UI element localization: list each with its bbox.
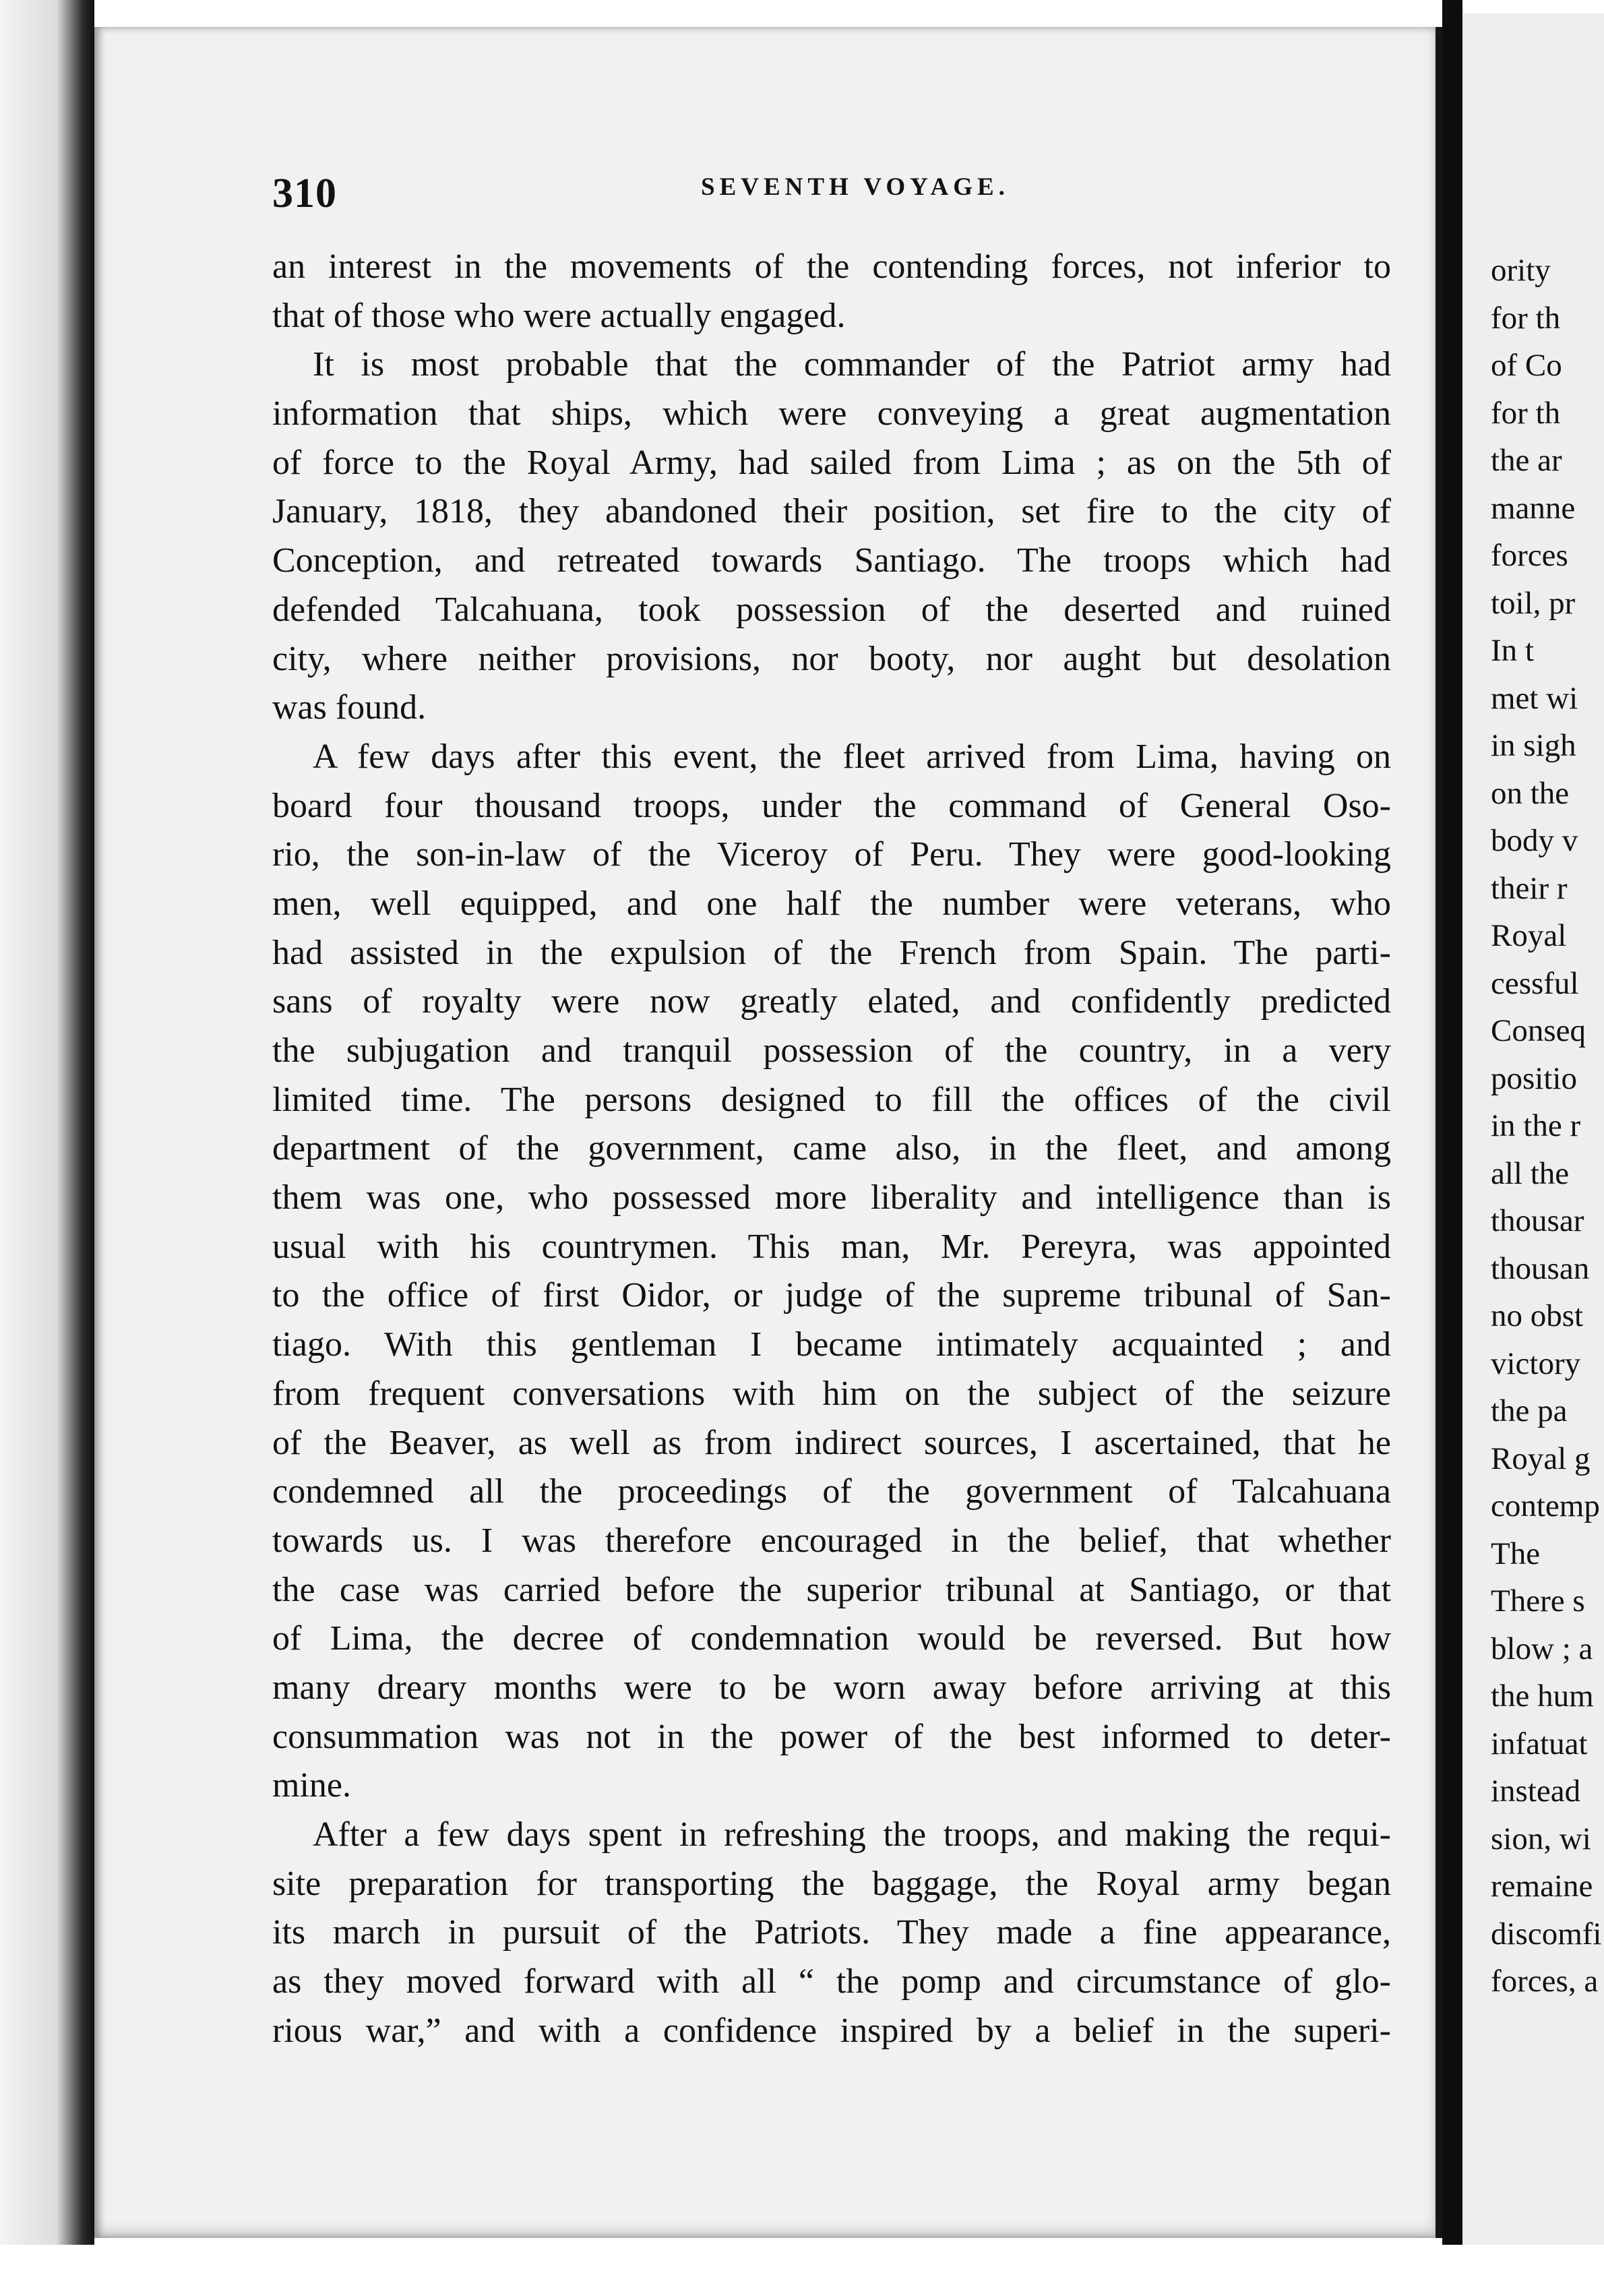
facing-page-fragment: In t [1491, 633, 1534, 668]
facing-page-fragment: remaine [1491, 1869, 1593, 1904]
facing-page-fragment: no obst [1491, 1298, 1584, 1333]
facing-page-fragment: for th [1491, 395, 1561, 431]
facing-page-fragment: forces [1491, 538, 1568, 573]
text-line: defended Talcahuana, took possession of the deserted and ruined [272, 590, 1391, 629]
text-line: of Lima, the decree of condemnation would be reversed. But how [272, 1619, 1391, 1658]
facing-page-fragment: forces, a [1491, 1964, 1599, 1999]
facing-page-fragment: Royal [1491, 918, 1567, 953]
text-line: the case was carried before the superior tribunal at Santiago, or that [272, 1570, 1391, 1609]
text-line: condemned all the proceedings of the government of Talcahuana [272, 1472, 1391, 1511]
facing-page-fragment: sion, wi [1491, 1821, 1591, 1856]
text-line: its march in pursuit of the Patriots. They made a fine appearance, [272, 1913, 1391, 1952]
facing-page-fragment: contemp [1491, 1488, 1600, 1523]
text-line: an interest in the movements of the contending forces, not inferior to [272, 247, 1391, 286]
text-line: of the Beaver, as well as from indirect sources, I ascertained, that he [272, 1423, 1391, 1462]
facing-page-fragment: on the [1491, 775, 1570, 811]
text-line: rio, the son-in-law of the Viceroy of Peru. They were good-looking [272, 835, 1391, 874]
text-line: limited time. The persons designed to fill the offices of the civil [272, 1080, 1391, 1119]
facing-page-fragment: the pa [1491, 1393, 1568, 1428]
scan-edge-left [0, 0, 94, 2296]
text-line: the subjugation and tranquil possession of the country, in a very [272, 1031, 1391, 1070]
facing-page-fragment: blow ; a [1491, 1631, 1593, 1666]
text-line: of force to the Royal Army, had sailed from Lima ; as on the 5th of [272, 443, 1391, 482]
text-line: It is most probable that the commander of the Patriot army had [313, 345, 1391, 384]
facing-page-fragment: in sigh [1491, 728, 1576, 763]
facing-page-fragment: discomfi [1491, 1916, 1602, 1952]
facing-page-fragment: ority [1491, 253, 1551, 288]
facing-page-fragment: The [1491, 1536, 1541, 1571]
text-line: sans of royalty were now greatly elated, and confidently predicted [272, 982, 1391, 1021]
text-line: board four thousand troops, under the command of General Oso- [272, 786, 1391, 825]
facing-page-fragment: Conseq [1491, 1013, 1586, 1048]
text-line: rious war,” and with a confidence inspired by a belief in the superi- [272, 2011, 1391, 2050]
text-line: January, 1818, they abandoned their position, set fire to the city of [272, 492, 1391, 531]
facing-page-fragment: all the [1491, 1155, 1570, 1191]
text-line: information that ships, which were conveying a great augmentation [272, 394, 1391, 433]
text-line: to the office of first Oidor, or judge of the supreme tribunal of San- [272, 1276, 1391, 1315]
text-line: After a few days spent in refreshing the troops, and making the requi- [313, 1815, 1391, 1854]
facing-page-fragment: the hum [1491, 1679, 1594, 1714]
text-line: mine. [272, 1766, 351, 1805]
text-line: had assisted in the expulsion of the French from Spain. The parti- [272, 933, 1391, 972]
text-line: was found. [272, 688, 427, 727]
text-line: site preparation for transporting the baggage, the Royal army began [272, 1864, 1391, 1903]
text-line: consummation was not in the power of the best informed to deter- [272, 1717, 1391, 1756]
facing-page-fragment: body v [1491, 823, 1578, 858]
facing-page-fragment: of Co [1491, 348, 1562, 383]
facing-page-fragment: the ar [1491, 443, 1562, 478]
facing-page-fragment: There s [1491, 1583, 1585, 1619]
right-page-fragments [1491, 247, 1604, 2005]
facing-page-fragment: their r [1491, 870, 1568, 906]
text-line: men, well equipped, and one half the number were veterans, who [272, 884, 1391, 923]
facing-page-fragment: infatuat [1491, 1726, 1588, 1761]
text-line: many dreary months were to be worn away before arriving at this [272, 1668, 1391, 1707]
text-line: from frequent conversations with him on the subject of the seizure [272, 1374, 1391, 1413]
text-line: city, where neither provisions, nor booty, nor aught but desolation [272, 639, 1391, 678]
facing-page-fragment: for th [1491, 300, 1561, 336]
facing-page-fragment: manne [1491, 490, 1576, 526]
text-line: tiago. With this gentleman I became intimately acquainted ; and [272, 1325, 1391, 1364]
text-line: usual with his countrymen. This man, Mr. Pereyra, was appointed [272, 1227, 1391, 1266]
text-line: as they moved forward with all “ the pomp and circumstance of glo- [272, 1962, 1391, 2001]
facing-page-fragment: thousar [1491, 1203, 1584, 1238]
facing-page-fragment: met wi [1491, 680, 1578, 716]
facing-page-fragment: in the r [1491, 1108, 1581, 1143]
text-line: department of the government, came also, in the fleet, and among [272, 1129, 1391, 1168]
text-line: them was one, who possessed more liberality and intelligence than is [272, 1178, 1391, 1217]
facing-page-fragment: toil, pr [1491, 585, 1576, 621]
text-line: towards us. I was therefore encouraged in the belief, that whether [272, 1521, 1391, 1560]
facing-page-fragment: Royal g [1491, 1441, 1591, 1476]
facing-page-fragment: positio [1491, 1060, 1577, 1096]
facing-page-fragment: instead [1491, 1774, 1581, 1809]
text-line: that of those who were actually engaged. [272, 296, 846, 335]
facing-page-fragment: victory [1491, 1346, 1581, 1381]
facing-page-fragment: thousan [1491, 1250, 1590, 1286]
text-line: Conception, and retreated towards Santiago. The troops which had [272, 541, 1391, 580]
facing-page-fragment: cessful [1491, 965, 1579, 1001]
left-page-body [272, 243, 1391, 2055]
text-line: A few days after this event, the fleet arrived from Lima, having on [313, 737, 1391, 776]
page-number: 310 [272, 171, 337, 216]
running-head: SEVENTH VOYAGE. [701, 173, 1010, 201]
scan-bottom-margin [0, 2245, 1604, 2296]
book-gutter [1442, 0, 1462, 2296]
